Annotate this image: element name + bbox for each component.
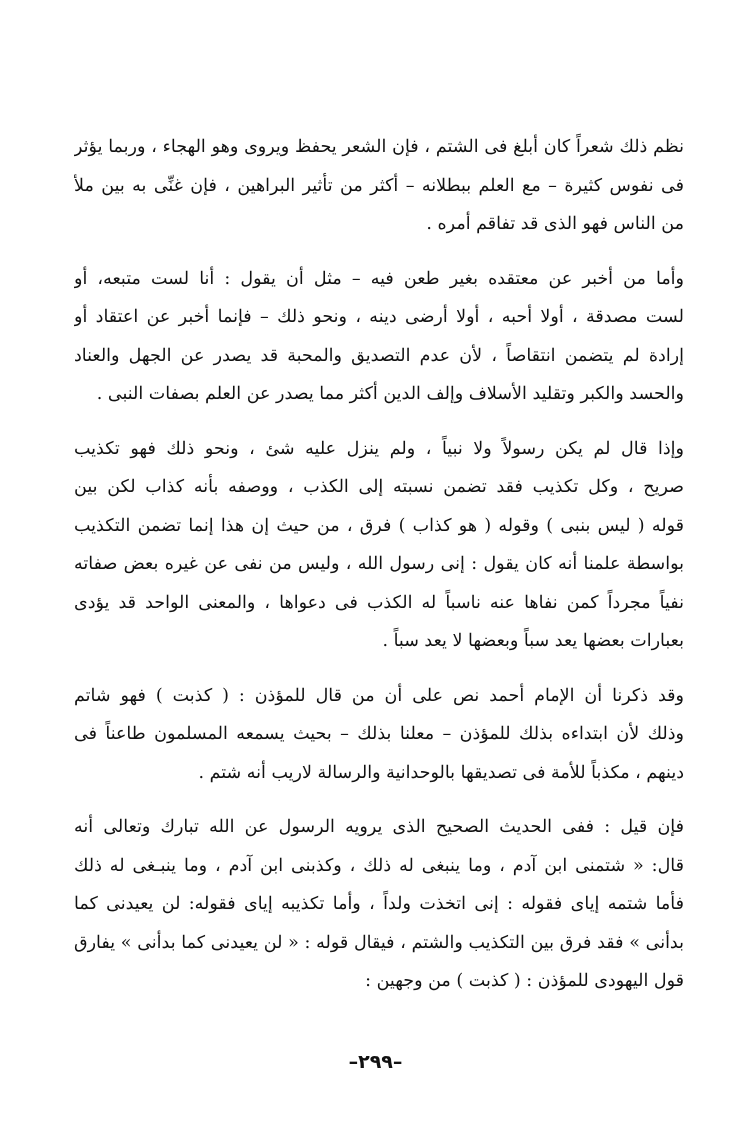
text-line: وإذا قال لم يكن رسولاً ولا نبياً ، ولم ينزل عليه شئ ، ونحو ذلك فهو تكذيب [74,438,684,459]
text-line: قال: « شتمنى ابن آدم ، وما ينبغى له ذلك ، وكذبنى ابن آدم ، وما ينبـغى له ذلك [74,855,684,876]
text-line: دينهم ، مكذباً للأمة فى تصديقها بالوحدانية والرسالة لاريب أنه شتم . [198,762,684,783]
paragraph-5 [74,808,684,1001]
text-line: إرادة لم يتضمن انتقاصاً ، لأن عدم التصديق والمحبة قد يصدر عن الجهل والعناد [74,345,684,366]
text-line: فإن قيل : ففى الحديث الصحيح الذى يرويه الرسول عن الله تبارك وتعالى أنه [74,817,684,837]
text-line: قوله ( ليس بنبى ) وقوله ( هو كذاب ) فرق ، من حيث إن هذا إنما تضمن التكذيب [74,515,684,536]
text-line: بواسطة علمنا أنه كان يقول : إنى رسول الله ، وليس من نفى عن غيره بعض صفاته [74,554,684,574]
text-line: نفياً مجرداً كمن نفاها عنه ناسباً له الكذب فى دعواها ، والمعنى الواحد قد يؤدى [74,592,684,613]
text-line: قول اليهودى للمؤذن : ( كذبت ) من وجهين : [365,971,684,991]
text-line: نظم ذلك شعراً كان أبلغ فى الشتم ، فإن الشعر يحفظ ويروى وهو الهجاء ، وربما يؤثر [74,137,684,157]
text-line: لست مصدقة ، أولا أحبه ، أولا أرضى دينه ، ونحو ذلك – فإنما أخبر عن اعتقاد أو [74,307,684,327]
text-line: بدأنى » فقد فرق بين التكذيب والشتم ، فيقال قوله : « لن يعيدنى كما بدأنى » يفارق [74,932,684,953]
text-line: وذلك لأن ابتداءه بذلك للمؤذن – معلنا بذلك – بحيث يسمعه المسلمون طاعناً فى [74,724,684,744]
paragraph-2 [74,260,684,414]
page-body [74,128,684,1017]
text-line: والحسد والكبر وتقليد الأسلاف وإلف الدين أكثر مما يصدر عن العلم بصفات النبى . [96,384,684,404]
paragraph-1 [74,128,684,244]
text-line: وأما من أخبر عن معتقده بغير طعن فيه – مثل أن يقول : أنا لست متبعه، أو [74,268,684,289]
page-number: –٢٩٩– [348,1051,403,1073]
text-line: وقد ذكرنا أن الإمام أحمد نص على أن من قال للمؤذن : ( كذبت ) فهو شاتم [74,685,684,706]
paragraph-4 [74,677,684,793]
text-line: فأما شتمه إياى فقوله : إنى اتخذت ولداً ، وأما تكذيبه إياى فقوله: لن يعيدنى كما [74,894,684,914]
text-line: بعبارات بعضها يعد سباً وبعضها لا يعد سباً . [382,631,684,651]
text-line: فى نفوس كثيرة – مع العلم ببطلانه – أكثر من تأثير البراهين ، فإن غنِّى به بين ملأ [74,175,684,196]
text-line: صريح ، وكل تكذيب فقد تضمن نسبته إلى الكذب ، ووصفه بأنه كذاب لكن بين [74,477,684,497]
text-line: من الناس فهو الذى قد تفاقم أمره . [426,214,684,234]
paragraph-3 [74,430,684,661]
